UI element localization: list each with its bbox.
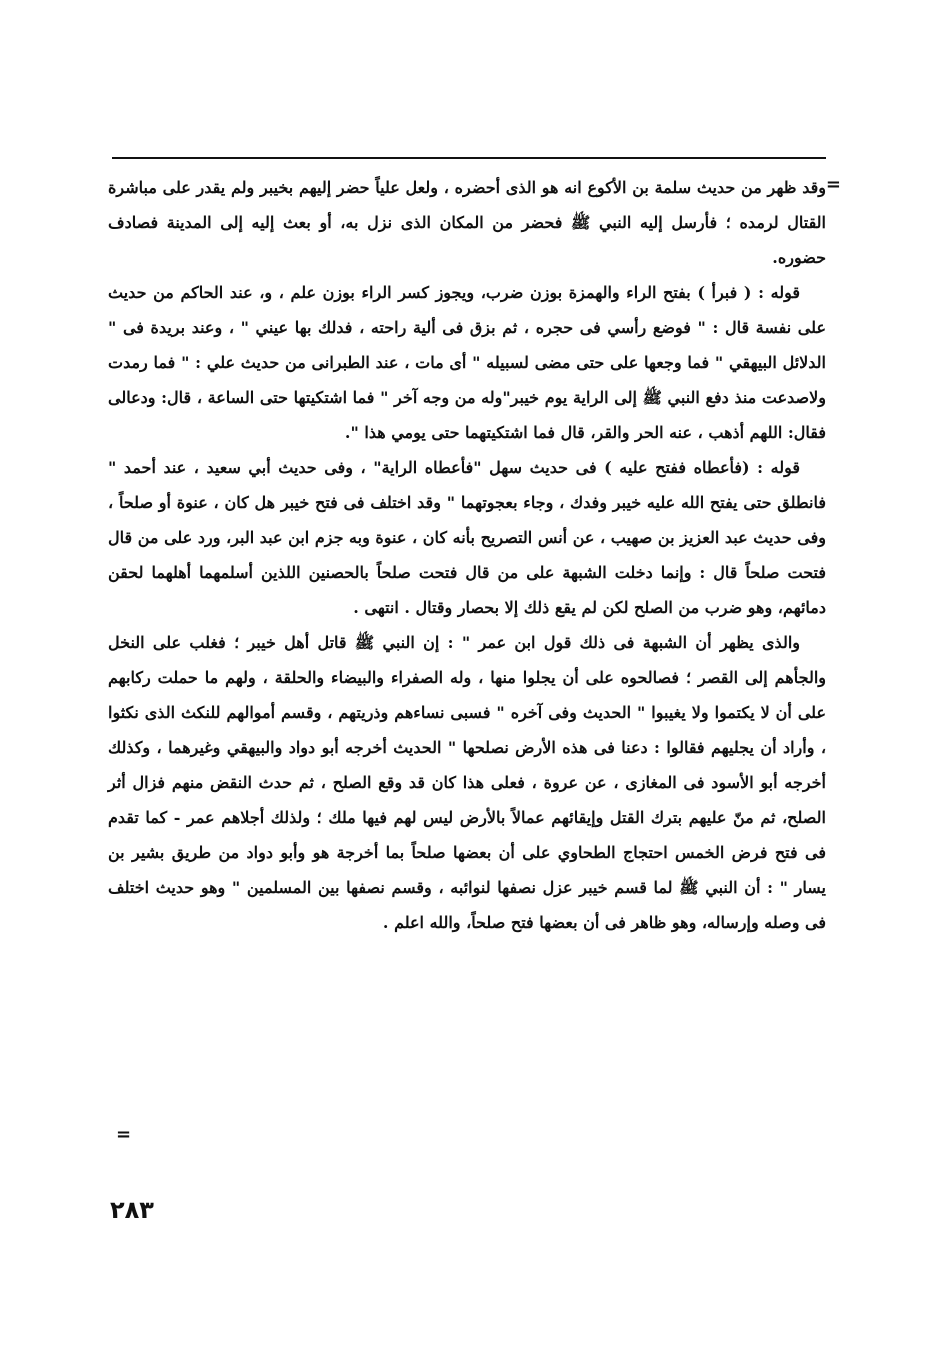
paragraph-4: والذى يظهر أن الشبهة فى ذلك قول ابن عمر " : إن النبي ﷺ قاتل أهل خيبر ؛ فغلب على النخل والجأهم إلى القصر ؛ فصالحوه على أن يجلوا منها ، وله الصفراء والبيضاء والحلقة ، ولهم ما حملت ركابهم على أن لا يكتموا ولا يغيبوا " الحديث وفى آخره " فسبى نساءهم وذريتهم ، وقسم أموالهم للنكث الذى نكثوا ، وأراد أن يجليهم فقالوا : دعنا فى هذه الأرض نصلحها " الحديث أخرجه أبو دواد والبيهقي وغيرهما ، وكذلك أخرجه أبو الأسود فى المغازى ، عن عروة ، فعلى هذا كان قد وقع الصلح ، ثم حدث النقض منهم فزال أثر الصلح، ثم منّ عليهم بترك القتل وإيقائهم عمالاً بالأرض ليس لهم فيها ملك ؛ ولذلك أجلاهم عمر - كما تقدم فى فتح فرض الخمس احتجاج الطحاوي على أن بعضها صلحاً بما أخرجة هو وأبو دواد من طريق بشير بن يسار " : أن النبي ﷺ لما قسم خيبر عزل نصفها لنوائبه ، وقسم نصفها بين المسلمين " وهو حديث اختلف فى وصله وإرساله، وهو ظاهر فى أن بعضها فتح صلحاً، والله اعلم . bbox=[108, 633, 827, 932]
footnote-text bbox=[108, 170, 826, 940]
continued-mark: = bbox=[116, 1124, 132, 1145]
paragraph-3: قوله : (فأعطاه ففتح عليه ) فى حديث سهل "فأعطاه الراية" ، وفى حديث أبي سعيد ، عند أحمد " فانطلق حتى يفتح الله عليه خيبر وفدك ، وجاء بعجوتهما " وقد اختلف فى فتح خيبر هل كان ، عنوة أو صلحاً ، وفى حديث عبد العزيز بن صهيب ، عن أنس التصريح بأنه كان ، عنوة وبه جزم ابن عبد البر، ورد على من قال فتحت صلحاً قال : وإنما دخلت الشبهة على من قال فتحت صلحاً بالحصنين اللذين أسلمهما أهلهما لحقن دمائهم، وهو ضرب من الصلح لكن لم يقع ذلك إلا بحصار وقتال . انتهى . bbox=[108, 458, 826, 617]
continuation-mark: = bbox=[825, 174, 841, 195]
page-number: ٢٨٣ bbox=[110, 1196, 154, 1224]
paragraph-2: قوله : ( فبرأ ) بفتح الراء والهمزة بوزن ضرب، ويجوز كسر الراء بوزن علم ، و، عند الحاكم من حديث على نفسة قال : " فوضع رأسي فى حجره ، ثم بزق فى ألية راحته ، فدلك بها عيني " ، وعند بريدة فى " الدلائل البيهقي " فما وجعها على حتى مضى لسبيله " أى مات ، عند الطبرانى من حديث علي : " فما رمدت ولاصدعت منذ دفع النبي ﷺ إلى الراية يوم خيبر"وله من وجه آخر " فما اشتكيتها حتى الساعة ، قال: ودعالى فقال: اللهم أذهب ، عنه الحر والقر، قال فما اشتكيتهما حتى يومي هذا ". bbox=[108, 283, 826, 442]
paragraph-1: وقد ظهر من حديث سلمة بن الأكوع انه هو الذى أحضره ، ولعل علياً حضر إليهم بخيبر ولم يقدر على مباشرة القتال لرمده ؛ فأرسل إليه النبي ﷺ فحضر من المكان الذى نزل به، أو بعث إليه إلى المدينة فصادف حضوره. bbox=[108, 178, 827, 267]
footnote-separator-line bbox=[112, 157, 826, 159]
